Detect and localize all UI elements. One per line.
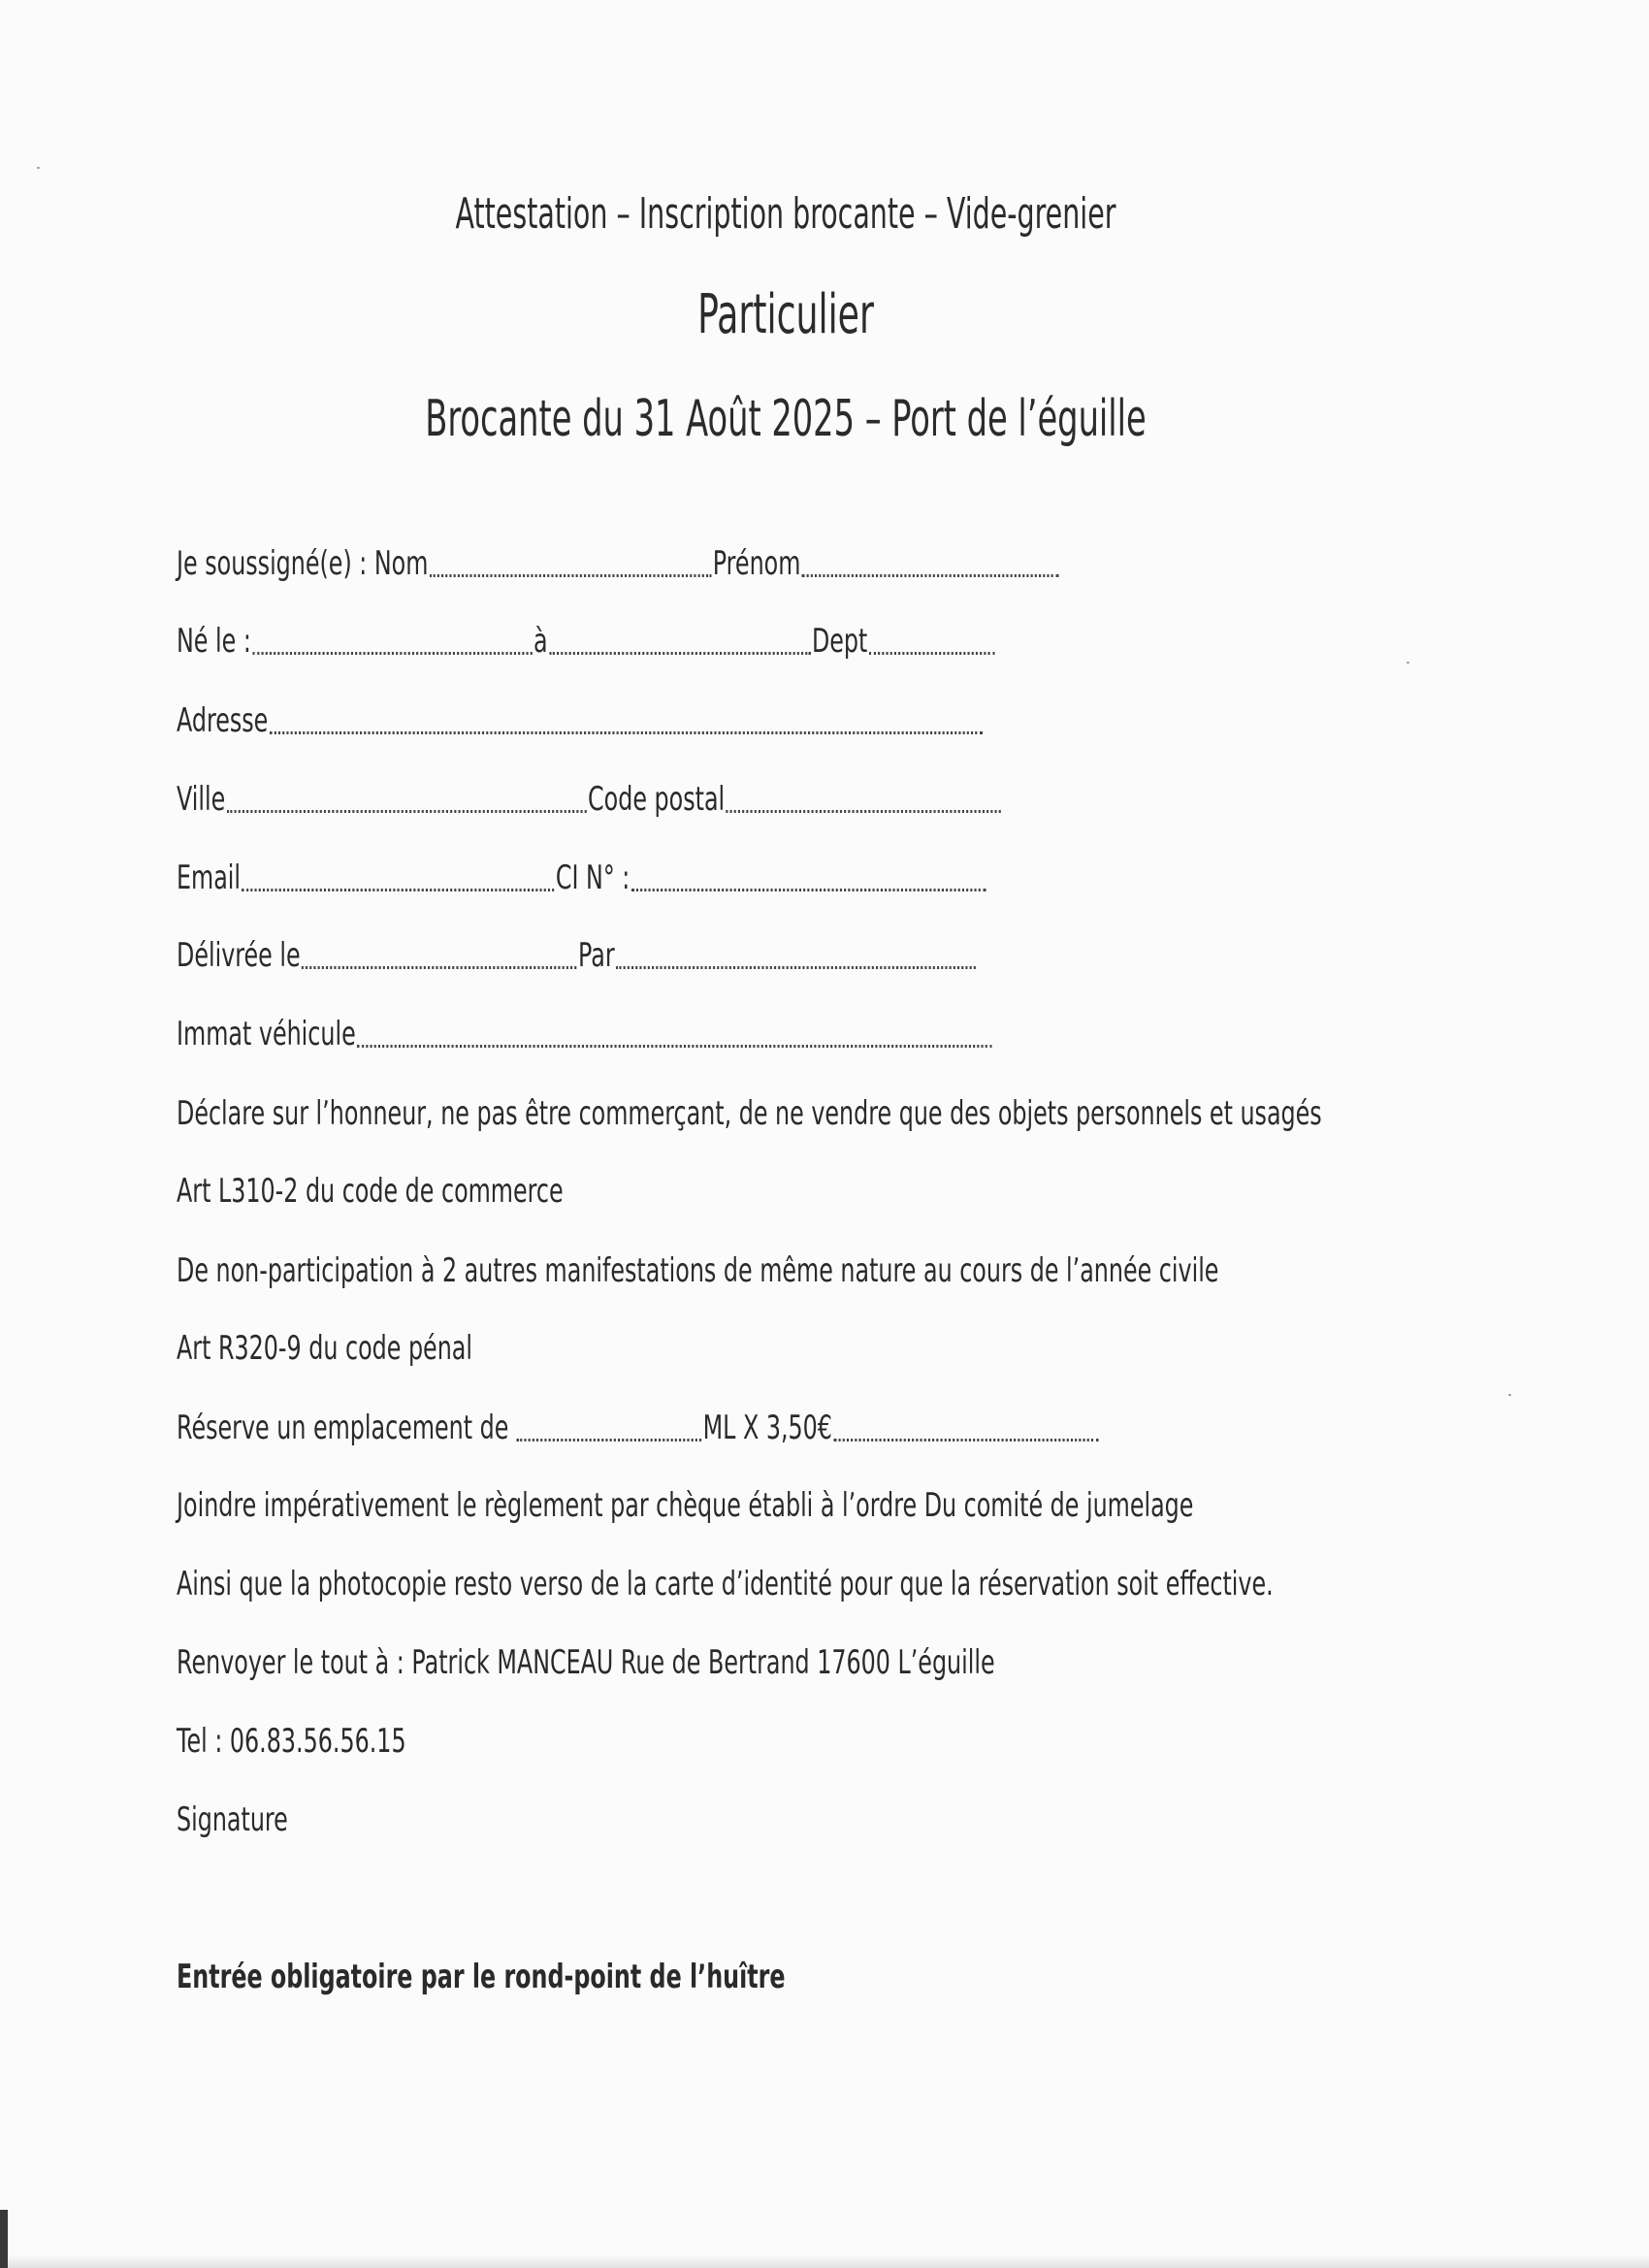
- ci-field[interactable]: [631, 858, 986, 891]
- adresse-label: Adresse: [177, 701, 269, 740]
- code-postal-field[interactable]: [727, 779, 1001, 813]
- row-adresse: [177, 700, 984, 740]
- delivree-field[interactable]: [302, 935, 576, 969]
- delivree-label: Délivrée le: [177, 936, 301, 975]
- immat-label: Immat véhicule: [177, 1015, 356, 1053]
- row-delivree: [177, 935, 977, 975]
- row-nom: [177, 543, 1060, 583]
- date-naissance-field[interactable]: [252, 621, 532, 655]
- par-field[interactable]: [616, 935, 976, 969]
- prenom-label: Prénom: [712, 544, 801, 583]
- row-email: [177, 858, 987, 897]
- dept-label: Dept: [811, 622, 868, 661]
- emplacement-field[interactable]: [517, 1408, 701, 1442]
- par-label: Par: [577, 936, 615, 975]
- ci-label: CI N° :: [555, 859, 630, 897]
- code-postal-label: Code postal: [588, 780, 726, 819]
- lieu-naissance-field[interactable]: [549, 621, 810, 655]
- joindre-text: Joindre impérativement le règlement par chèque établi à l’ordre Du comité de jumelage: [177, 1486, 1194, 1525]
- adresse-field[interactable]: [270, 700, 983, 734]
- scan-edge-shadow: [0, 2254, 1649, 2268]
- telephone-text: Tel : 06.83.56.56.15: [177, 1722, 406, 1761]
- prenom-field[interactable]: [802, 543, 1059, 577]
- email-field[interactable]: [242, 858, 554, 891]
- row-reserve: [177, 1408, 1100, 1447]
- ville-label: Ville: [177, 780, 226, 819]
- article-commerce: Art L310-2 du code de commerce: [177, 1172, 564, 1211]
- email-label: Email: [177, 859, 242, 897]
- reserve-price: ML X 3,50€: [702, 1409, 832, 1447]
- header-event: Brocante du 31 Août 2025 – Port de l’éguille: [425, 390, 1147, 448]
- montant-field[interactable]: [833, 1408, 1098, 1442]
- scan-speck: [1406, 662, 1409, 664]
- scan-corner: [0, 2210, 8, 2268]
- declaration-text: Déclare sur l’honneur, ne pas être commerçant, de ne vendre que des objets personnels et usagés: [177, 1094, 1322, 1133]
- reserve-label: Réserve un emplacement de: [177, 1409, 509, 1447]
- immat-field[interactable]: [357, 1014, 992, 1048]
- header-title: Attestation – Inscription brocante – Vide-grenier: [455, 189, 1116, 239]
- nom-label: Je soussigné(e) : Nom: [177, 544, 429, 583]
- nom-field[interactable]: [430, 543, 711, 577]
- non-participation-text: De non-participation à 2 autres manifestations de même nature au cours de l’année civile: [177, 1251, 1219, 1290]
- header-subtitle: Particulier: [697, 283, 874, 346]
- row-ville: [177, 779, 1002, 819]
- dept-field[interactable]: [869, 621, 994, 655]
- ville-field[interactable]: [227, 779, 587, 813]
- scan-speck: [37, 167, 40, 169]
- scan-speck: [1508, 1394, 1511, 1396]
- article-penal: Art R320-9 du code pénal: [177, 1329, 472, 1368]
- row-immat: [177, 1014, 993, 1053]
- row-naissance: [177, 621, 996, 661]
- signature-label: Signature: [177, 1800, 288, 1839]
- ne-le-label: Né le :: [177, 622, 251, 661]
- renvoyer-text: Renvoyer le tout à : Patrick MANCEAU Rue de Bertrand 17600 L’éguille: [177, 1643, 995, 1682]
- entree-notice: Entrée obligatoire par le rond-point de l’huître: [177, 1958, 786, 1996]
- photocopie-text: Ainsi que la photocopie resto verso de la carte d’identité pour que la réservation soit effective.: [177, 1565, 1274, 1604]
- lieu-label: à: [534, 622, 548, 661]
